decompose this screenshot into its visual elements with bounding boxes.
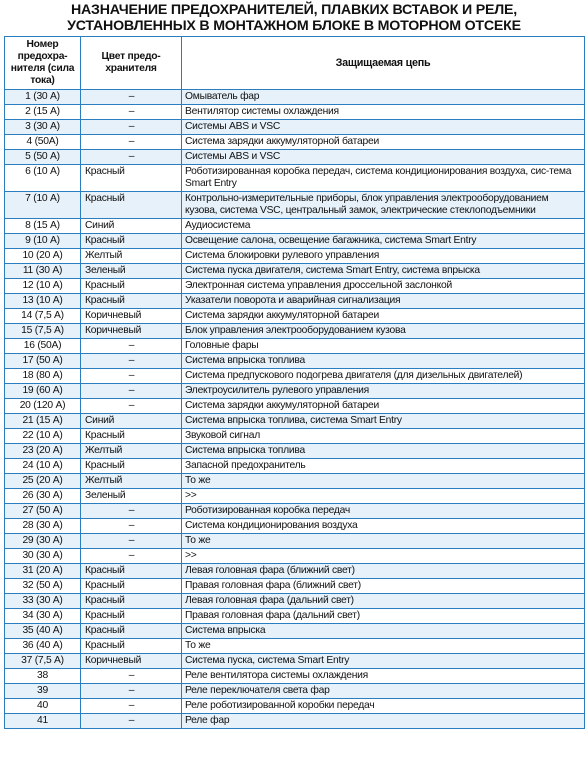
protected-circuit-cell: Системы ABS и VSC	[182, 150, 585, 165]
fuse-color-cell: Красный	[81, 279, 182, 294]
header-fuse-color-line-1: Цвет предо-	[101, 51, 161, 62]
table-row	[5, 519, 585, 534]
protected-circuit-cell: Реле переключателя света фар	[182, 684, 585, 699]
table-row	[5, 105, 585, 120]
fuse-number-cell: 33 (30 А)	[5, 594, 81, 609]
fuse-color-cell: –	[81, 339, 182, 354]
table-row	[5, 459, 585, 474]
fuse-color-cell: –	[81, 384, 182, 399]
fuse-number-cell: 6 (10 А)	[5, 165, 81, 192]
table-row	[5, 534, 585, 549]
title-line-1: НАЗНАЧЕНИЕ ПРЕДОХРАНИТЕЛЕЙ, ПЛАВКИХ ВСТАВОК И РЕЛЕ,	[70, 2, 518, 18]
protected-circuit-cell: То же	[182, 474, 585, 489]
fuse-color-cell: Красный	[81, 165, 182, 192]
fuse-number-cell: 4 (50А)	[5, 135, 81, 150]
protected-circuit-cell: Освещение салона, освещение багажника, система Smart Entry	[182, 234, 585, 249]
table-row	[5, 489, 585, 504]
table-row	[5, 135, 585, 150]
table-body	[5, 90, 585, 729]
table-row	[5, 192, 585, 219]
table-row	[5, 324, 585, 339]
protected-circuit-cell: То же	[182, 534, 585, 549]
protected-circuit-cell: Контрольно-измерительные приборы, блок управления электрооборудованием кузова, система VSC, центральный замок, электрические стеклоподъемники	[182, 192, 585, 219]
protected-circuit-cell: Система пуска двигателя, система Smart Entry, система впрыска	[182, 264, 585, 279]
fuse-color-cell: –	[81, 150, 182, 165]
fuse-table	[4, 36, 585, 729]
table-row	[5, 279, 585, 294]
fuse-color-cell: –	[81, 519, 182, 534]
protected-circuit-cell: Реле фар	[182, 714, 585, 729]
fuse-number-cell: 7 (10 А)	[5, 192, 81, 219]
fuse-color-cell: Красный	[81, 192, 182, 219]
table-row	[5, 165, 585, 192]
protected-circuit-cell: Система пуска, система Smart Entry	[182, 654, 585, 669]
table-row	[5, 474, 585, 489]
table-row	[5, 414, 585, 429]
header-fuse-number-line-1: Номер предохра-	[17, 39, 68, 62]
fuse-color-cell: Красный	[81, 429, 182, 444]
protected-circuit-cell: Система впрыска топлива	[182, 444, 585, 459]
table-row	[5, 549, 585, 564]
fuse-color-cell: –	[81, 534, 182, 549]
protected-circuit-cell: Система впрыска	[182, 624, 585, 639]
fuse-color-cell: Красный	[81, 459, 182, 474]
protected-circuit-cell: Блок управления электрооборудованием кузова	[182, 324, 585, 339]
fuse-number-cell: 27 (50 А)	[5, 504, 81, 519]
fuse-number-cell: 30 (30 А)	[5, 549, 81, 564]
protected-circuit-cell: Реле роботизированной коробки передач	[182, 699, 585, 714]
fuse-color-cell: –	[81, 699, 182, 714]
fuse-color-cell: –	[81, 504, 182, 519]
protected-circuit-cell: Правая головная фара (дальний свет)	[182, 609, 585, 624]
table-row	[5, 150, 585, 165]
fuse-color-cell: –	[81, 684, 182, 699]
protected-circuit-cell: Левая головная фара (ближний свет)	[182, 564, 585, 579]
fuse-color-cell: Красный	[81, 234, 182, 249]
fuse-color-cell: Коричневый	[81, 309, 182, 324]
header-fuse-number-line-2: нителя (сила тока)	[10, 63, 75, 86]
header-fuse-color-line-2: хранителя	[105, 63, 157, 74]
fuse-number-cell: 5 (50 А)	[5, 150, 81, 165]
table-row	[5, 714, 585, 729]
title-line-2: УСТАНОВЛЕННЫХ В МОНТАЖНОМ БЛОКЕ В МОТОРНОМ ОТСЕКЕ	[67, 18, 521, 34]
fuse-number-cell: 23 (20 А)	[5, 444, 81, 459]
fuse-color-cell: Коричневый	[81, 654, 182, 669]
fuse-number-cell: 34 (30 А)	[5, 609, 81, 624]
fuse-number-cell: 31 (20 А)	[5, 564, 81, 579]
fuse-color-cell: Красный	[81, 639, 182, 654]
protected-circuit-cell: Система зарядки аккумуляторной батареи	[182, 135, 585, 150]
fuse-number-cell: 22 (10 А)	[5, 429, 81, 444]
table-row	[5, 354, 585, 369]
fuse-color-cell: Желтый	[81, 474, 182, 489]
table-row	[5, 120, 585, 135]
fuse-color-cell: Коричневый	[81, 324, 182, 339]
fuse-color-cell: Красный	[81, 624, 182, 639]
table-row	[5, 699, 585, 714]
protected-circuit-cell: Омыватель фар	[182, 90, 585, 105]
protected-circuit-cell: Электроусилитель рулевого управления	[182, 384, 585, 399]
fuse-color-cell: Зеленый	[81, 489, 182, 504]
fuse-color-cell: Красный	[81, 294, 182, 309]
protected-circuit-cell: Системы ABS и VSC	[182, 120, 585, 135]
table-row	[5, 219, 585, 234]
table-row	[5, 564, 585, 579]
fuse-number-cell: 16 (50А)	[5, 339, 81, 354]
fuse-number-cell: 12 (10 А)	[5, 279, 81, 294]
fuse-number-cell: 32 (50 А)	[5, 579, 81, 594]
fuse-number-cell: 20 (120 А)	[5, 399, 81, 414]
table-header-row	[5, 37, 585, 90]
table-row	[5, 294, 585, 309]
table-row	[5, 579, 585, 594]
protected-circuit-cell: Звуковой сигнал	[182, 429, 585, 444]
fuse-color-cell: Желтый	[81, 444, 182, 459]
fuse-color-cell: –	[81, 90, 182, 105]
table-row	[5, 234, 585, 249]
fuse-number-cell: 29 (30 А)	[5, 534, 81, 549]
table-row	[5, 249, 585, 264]
table-row	[5, 624, 585, 639]
page-title	[0, 0, 588, 34]
table-row	[5, 90, 585, 105]
fuse-number-cell: 25 (20 А)	[5, 474, 81, 489]
table-row	[5, 309, 585, 324]
fuse-color-cell: Красный	[81, 594, 182, 609]
fuse-number-cell: 21 (15 А)	[5, 414, 81, 429]
table-row	[5, 429, 585, 444]
protected-circuit-cell: Система предпускового подогрева двигателя (для дизельных двигателей)	[182, 369, 585, 384]
fuse-color-cell: Красный	[81, 579, 182, 594]
fuse-color-cell: –	[81, 549, 182, 564]
fuse-color-cell: Красный	[81, 609, 182, 624]
fuse-color-cell: –	[81, 399, 182, 414]
protected-circuit-cell: Указатели поворота и аварийная сигнализация	[182, 294, 585, 309]
header-fuse-number	[5, 37, 81, 90]
table-row	[5, 654, 585, 669]
fuse-number-cell: 11 (30 А)	[5, 264, 81, 279]
protected-circuit-cell: Система зарядки аккумуляторной батареи	[182, 399, 585, 414]
table-row	[5, 384, 585, 399]
fuse-number-cell: 8 (15 А)	[5, 219, 81, 234]
fuse-color-cell: Желтый	[81, 249, 182, 264]
table-row	[5, 609, 585, 624]
fuse-number-cell: 40	[5, 699, 81, 714]
protected-circuit-cell: Электронная система управления дроссельной заслонкой	[182, 279, 585, 294]
protected-circuit-cell: >>	[182, 549, 585, 564]
protected-circuit-cell: Правая головная фара (ближний свет)	[182, 579, 585, 594]
fuse-color-cell: –	[81, 669, 182, 684]
protected-circuit-cell: Аудиосистема	[182, 219, 585, 234]
header-fuse-color	[81, 37, 182, 90]
fuse-number-cell: 13 (10 А)	[5, 294, 81, 309]
fuse-color-cell: Красный	[81, 564, 182, 579]
fuse-color-cell: –	[81, 120, 182, 135]
fuse-number-cell: 28 (30 А)	[5, 519, 81, 534]
fuse-number-cell: 26 (30 А)	[5, 489, 81, 504]
fuse-number-cell: 2 (15 А)	[5, 105, 81, 120]
table-row	[5, 684, 585, 699]
fuse-color-cell: –	[81, 369, 182, 384]
table-row	[5, 669, 585, 684]
protected-circuit-cell: Вентилятор системы охлаждения	[182, 105, 585, 120]
header-protected-circuit: Защищаемая цепь	[182, 37, 585, 90]
fuse-number-cell: 9 (10 А)	[5, 234, 81, 249]
protected-circuit-cell: Система впрыска топлива	[182, 354, 585, 369]
fuse-number-cell: 3 (30 А)	[5, 120, 81, 135]
fuse-number-cell: 18 (80 А)	[5, 369, 81, 384]
protected-circuit-cell: То же	[182, 639, 585, 654]
protected-circuit-cell: Система впрыска топлива, система Smart Entry	[182, 414, 585, 429]
fuse-number-cell: 17 (50 А)	[5, 354, 81, 369]
table-row	[5, 504, 585, 519]
protected-circuit-cell: Роботизированная коробка передач	[182, 504, 585, 519]
protected-circuit-cell: >>	[182, 489, 585, 504]
fuse-color-cell: –	[81, 105, 182, 120]
fuse-number-cell: 19 (60 А)	[5, 384, 81, 399]
protected-circuit-cell: Система зарядки аккумуляторной батареи	[182, 309, 585, 324]
table-row	[5, 594, 585, 609]
fuse-number-cell: 41	[5, 714, 81, 729]
table-row	[5, 369, 585, 384]
fuse-color-cell: –	[81, 354, 182, 369]
fuse-number-cell: 10 (20 А)	[5, 249, 81, 264]
protected-circuit-cell: Левая головная фара (дальний свет)	[182, 594, 585, 609]
fuse-number-cell: 1 (30 А)	[5, 90, 81, 105]
table-row	[5, 639, 585, 654]
fuse-color-cell: Зеленый	[81, 264, 182, 279]
fuse-color-cell: –	[81, 135, 182, 150]
fuse-number-cell: 37 (7,5 А)	[5, 654, 81, 669]
fuse-number-cell: 24 (10 А)	[5, 459, 81, 474]
protected-circuit-cell: Система блокировки рулевого управления	[182, 249, 585, 264]
table-row	[5, 399, 585, 414]
fuse-number-cell: 15 (7,5 А)	[5, 324, 81, 339]
fuse-color-cell: Синий	[81, 219, 182, 234]
fuse-number-cell: 36 (40 А)	[5, 639, 81, 654]
protected-circuit-cell: Головные фары	[182, 339, 585, 354]
protected-circuit-cell: Реле вентилятора системы охлаждения	[182, 669, 585, 684]
fuse-number-cell: 35 (40 А)	[5, 624, 81, 639]
protected-circuit-cell: Запасной предохранитель	[182, 459, 585, 474]
protected-circuit-cell: Роботизированная коробка передач, система кондиционирования воздуха, сис-тема Smart Entry	[182, 165, 585, 192]
table-row	[5, 444, 585, 459]
protected-circuit-cell: Система кондиционирования воздуха	[182, 519, 585, 534]
fuse-number-cell: 39	[5, 684, 81, 699]
table-row	[5, 339, 585, 354]
fuse-number-cell: 38	[5, 669, 81, 684]
fuse-color-cell: –	[81, 714, 182, 729]
fuse-color-cell: Синий	[81, 414, 182, 429]
fuse-number-cell: 14 (7,5 А)	[5, 309, 81, 324]
table-row	[5, 264, 585, 279]
